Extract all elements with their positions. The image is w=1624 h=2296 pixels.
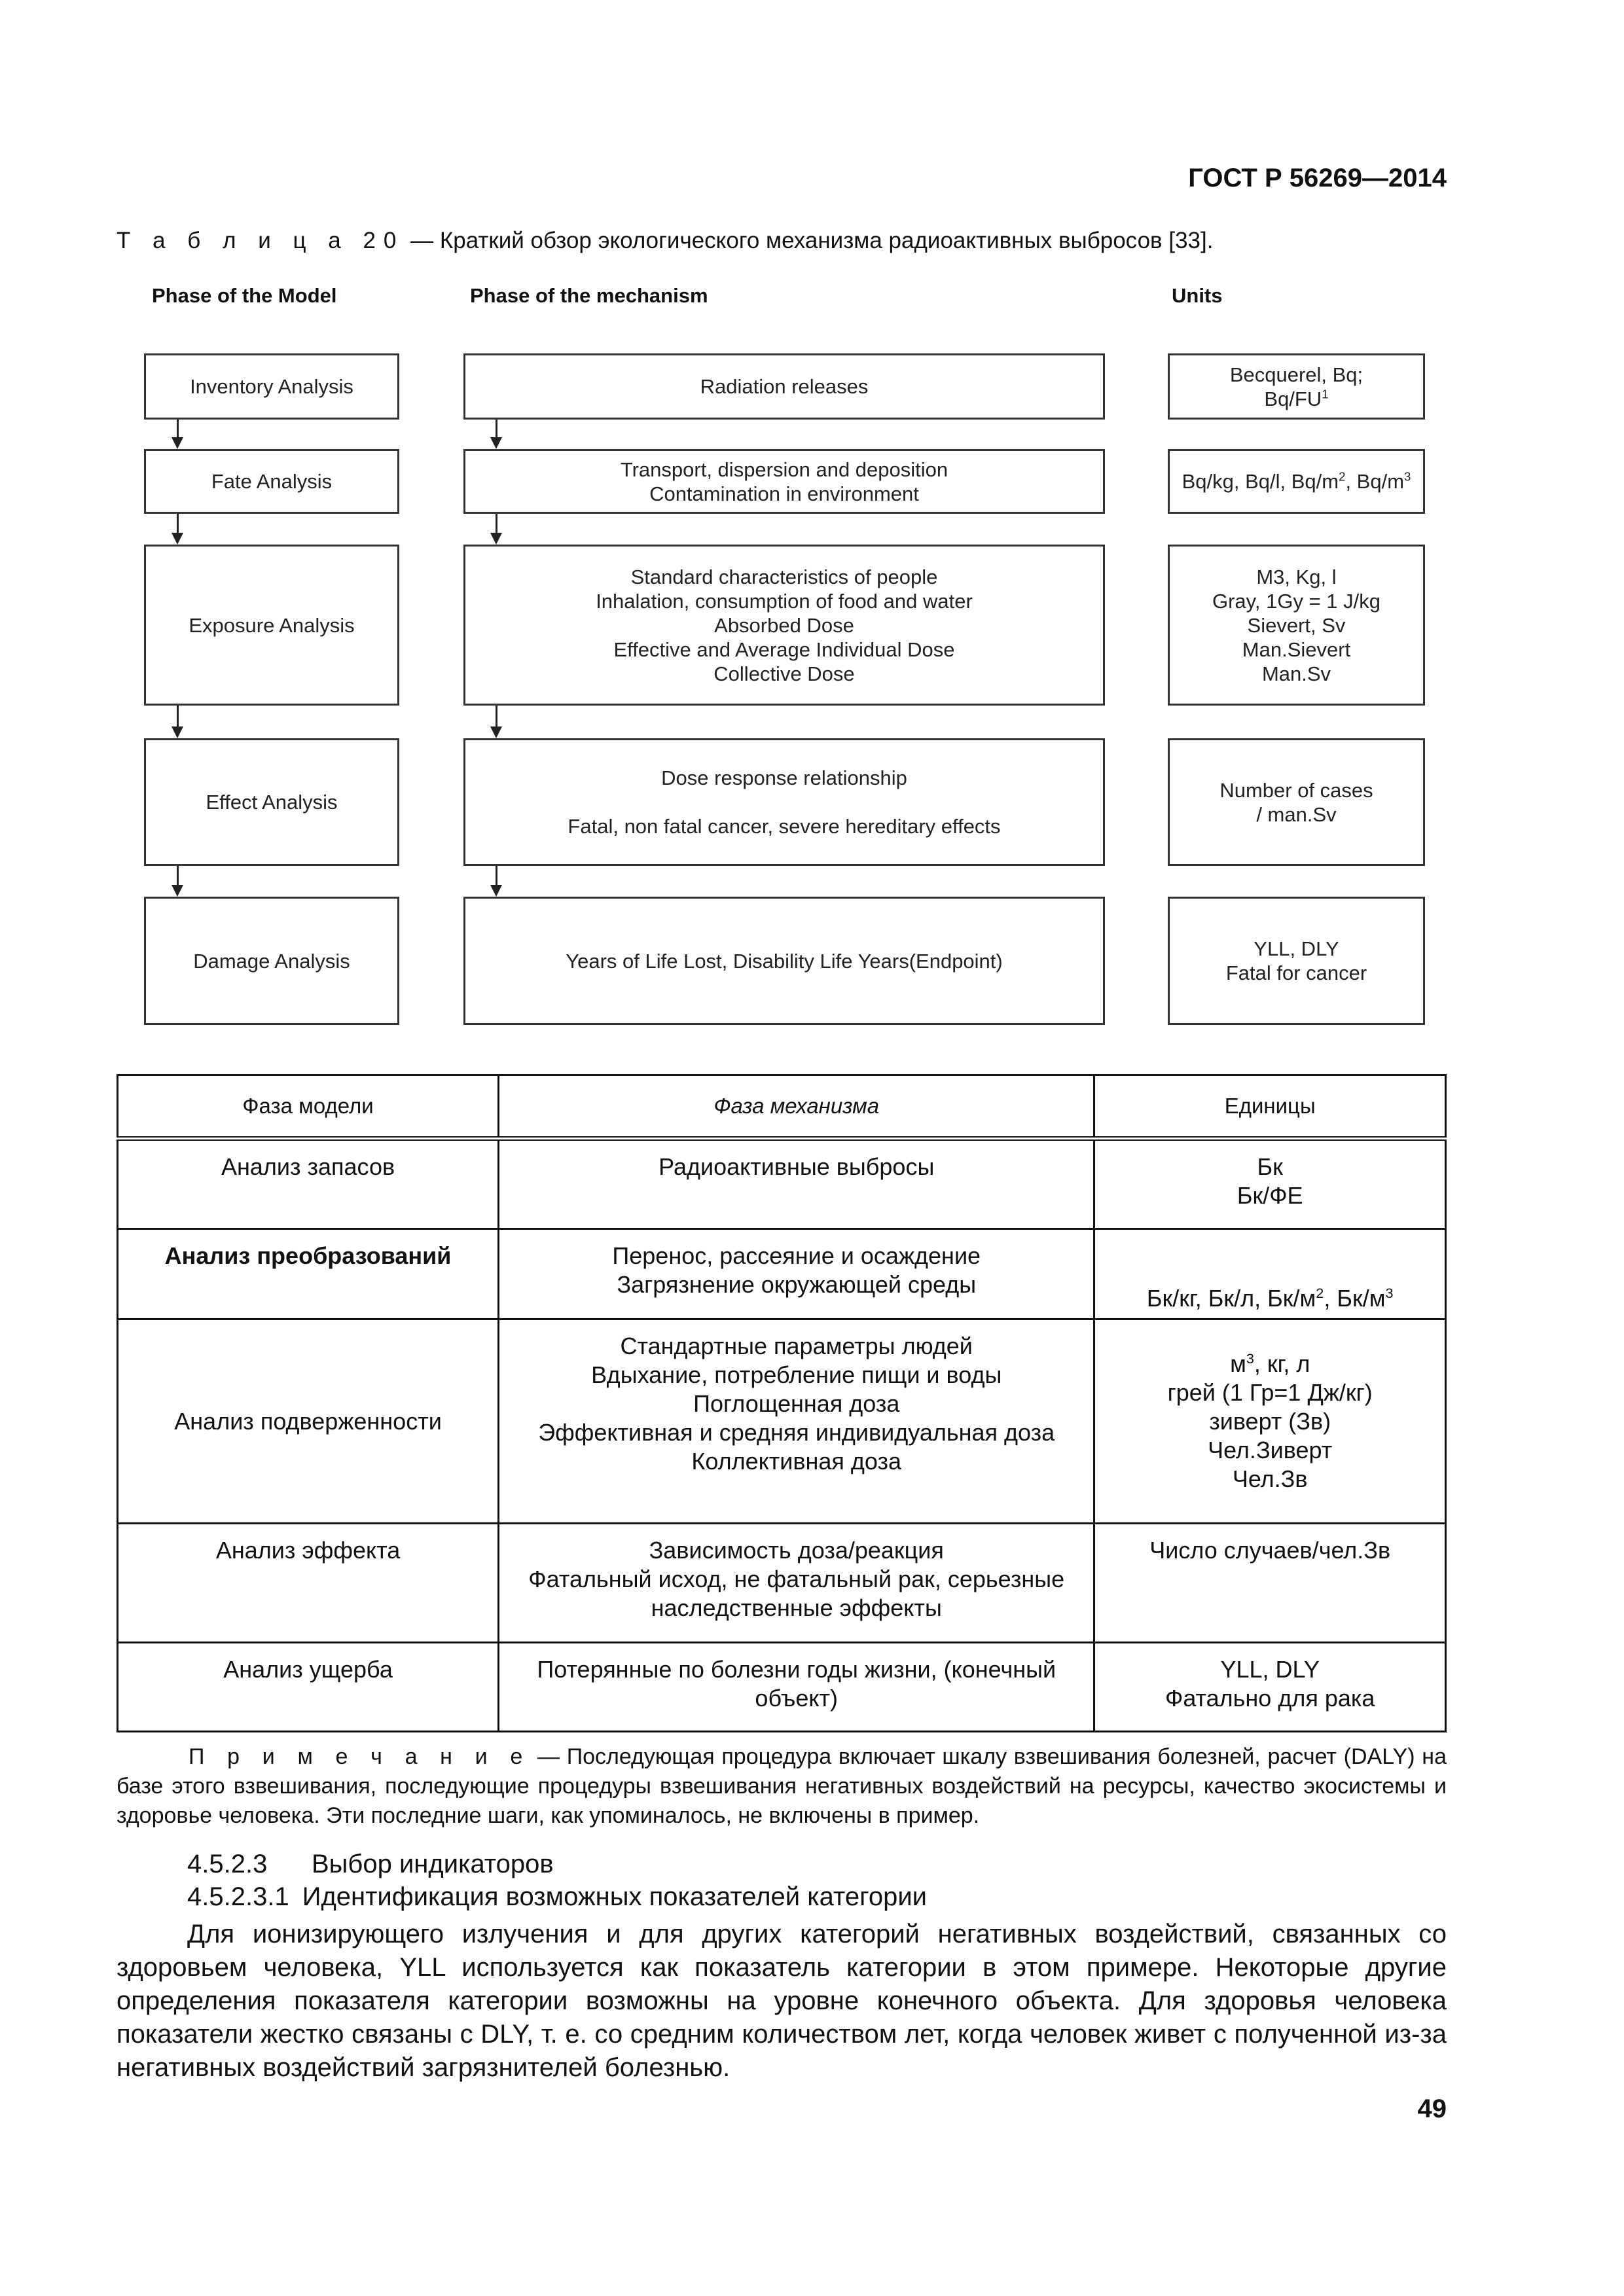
arrow-down-icon	[171, 885, 183, 897]
table-cell-model: Анализ запасов	[118, 1139, 499, 1229]
note-text: — Последующая процедура включает шкалу взвешивания болезней, расчет (DALY) на базе этого взвешивания, последующие процедуры взвешивания негативных воздействий на ресурсы, качество экосистемы и здоровье человека. Эти последние шаги, как упоминалось, не включены в пример.	[117, 1744, 1447, 1828]
arrow-line	[496, 514, 497, 533]
table-cell-mechanism: Потерянные по болезни годы жизни, (конечный объект)	[499, 1643, 1094, 1732]
mechanism-box-effect: Dose response relationship Fatal, non fatal cancer, severe hereditary effects	[463, 738, 1105, 866]
table-header-row	[118, 1075, 1446, 1139]
units-box-effect: Number of cases / man.Sv	[1168, 738, 1425, 866]
table-cell-model: Анализ ущерба	[118, 1643, 499, 1732]
table-cell-mechanism: Стандартные параметры людей Вдыхание, потребление пищи и воды Поглощенная доза Эффективная и средняя индивидуальная доза Коллективная доза	[499, 1319, 1094, 1524]
arrow-down-icon	[490, 885, 502, 897]
units-box-inventory: Becquerel, Bq; $Bq/FU^1$	[1168, 353, 1425, 420]
arrow-down-icon	[171, 726, 183, 738]
table-cell-units: $м^3$, кг, л грей (1 Гр=1 Дж/кг) зиверт (Зв) Чел.Зиверт Чел.Зв	[1094, 1319, 1446, 1524]
arrow-down-icon	[171, 533, 183, 545]
table-cell-units: Число случаев/чел.Зв	[1094, 1524, 1446, 1643]
paragraph-text: Для ионизирующего излучения и для других категорий негативных воздействий, связанных со здоровьем человека, YLL используется как показатель категории в этом примере. Некоторые другие определения показателя категории возможны на уровне конечного объекта. Для здоровья человека показатели жестко связаны с DLY, т. е. со средним количеством лет, когда человек живет с полученной из-за негативных воздействий загрязнителей болезнью.	[117, 1920, 1447, 2082]
units-box-fate: Bq/kg, Bq/l, $Bq/m^2$, $Bq/m^3$	[1168, 449, 1425, 514]
arrow-down-icon	[490, 437, 502, 449]
table-cell-model: Анализ преобразований	[118, 1229, 499, 1319]
phases-table	[117, 1074, 1447, 1732]
table-cell-units: Бк/кг, Бк/л, $Бк/м^2$, $Бк/м^3$	[1094, 1229, 1446, 1319]
table-caption-label: Т а б л и ц а 20	[117, 228, 405, 253]
note-label: П р и м е ч а н и е	[189, 1744, 531, 1769]
mechanism-box-fate: Transport, dispersion and deposition Contamination in environment	[463, 449, 1105, 514]
figure-header-units: Units	[1172, 284, 1223, 307]
section-number: 4.5.2.3	[187, 1850, 268, 1878]
section-number: 4.5.2.3.1	[187, 1882, 289, 1911]
mechanism-box-damage: Years of Life Lost, Disability Life Years(Endpoint)	[463, 897, 1105, 1025]
arrow-line	[177, 420, 179, 437]
column-header-units: Единицы	[1094, 1075, 1446, 1139]
table-caption-text: — Краткий обзор экологического механизма радиоактивных выбросов [33].	[404, 228, 1214, 253]
table-note	[117, 1742, 1447, 1831]
table-row	[118, 1229, 1446, 1319]
arrow-down-icon	[490, 533, 502, 545]
table-cell-units: YLL, DLY Фатально для рака	[1094, 1643, 1446, 1732]
document-standard-number: ГОСТ Р 56269—2014	[1188, 164, 1447, 192]
column-header-model: Фаза модели	[118, 1075, 499, 1139]
arrow-line	[177, 866, 179, 885]
table-row	[118, 1139, 1446, 1229]
table-cell-mechanism: Зависимость доза/реакция Фатальный исход, не фатальный рак, серьезные наследственные эффекты	[499, 1524, 1094, 1643]
table-row	[118, 1524, 1446, 1643]
model-box-inventory: Inventory Analysis	[144, 353, 399, 420]
model-box-damage: Damage Analysis	[144, 897, 399, 1025]
section-title: Выбор индикаторов	[312, 1850, 554, 1878]
figure-header-model: Phase of the Model	[152, 284, 337, 307]
table-cell-model: Анализ эффекта	[118, 1524, 499, 1643]
figure-header-mechanism: Phase of the mechanism	[470, 284, 708, 307]
model-box-exposure: Exposure Analysis	[144, 545, 399, 706]
table-cell-mechanism: Радиоактивные выбросы	[499, 1139, 1094, 1229]
section-heading	[187, 1882, 927, 1912]
table-row	[118, 1643, 1446, 1732]
body-paragraph	[117, 1918, 1447, 2085]
arrow-line	[496, 420, 497, 437]
page-number: 49	[1417, 2094, 1447, 2123]
units-box-exposure: M3, Kg, l Gray, 1Gy = 1 J/kg Sievert, Sv Man.Sievert Man.Sv	[1168, 545, 1425, 706]
section-heading	[187, 1850, 554, 1879]
mechanism-box-exposure: Standard characteristics of people Inhalation, consumption of food and water Absorbed Dose Effective and Average Individual Dose Collective Dose	[463, 545, 1105, 706]
table-caption	[117, 228, 1439, 254]
arrow-line	[177, 706, 179, 726]
mechanism-box-inventory: Radiation releases	[463, 353, 1105, 420]
column-header-mechanism: Фаза механизма	[499, 1075, 1094, 1139]
table-cell-model: Анализ подверженности	[118, 1319, 499, 1524]
units-box-damage: YLL, DLY Fatal for cancer	[1168, 897, 1425, 1025]
section-title: Идентификация возможных показателей категории	[302, 1882, 928, 1911]
arrow-down-icon	[490, 726, 502, 738]
table-row	[118, 1319, 1446, 1524]
arrow-line	[177, 514, 179, 533]
arrow-line	[496, 866, 497, 885]
model-box-fate: Fate Analysis	[144, 449, 399, 514]
arrow-line	[496, 706, 497, 726]
model-box-effect: Effect Analysis	[144, 738, 399, 866]
table-cell-mechanism: Перенос, рассеяние и осаждение Загрязнение окружающей среды	[499, 1229, 1094, 1319]
table-cell-units: Бк Бк/ФЕ	[1094, 1139, 1446, 1229]
arrow-down-icon	[171, 437, 183, 449]
